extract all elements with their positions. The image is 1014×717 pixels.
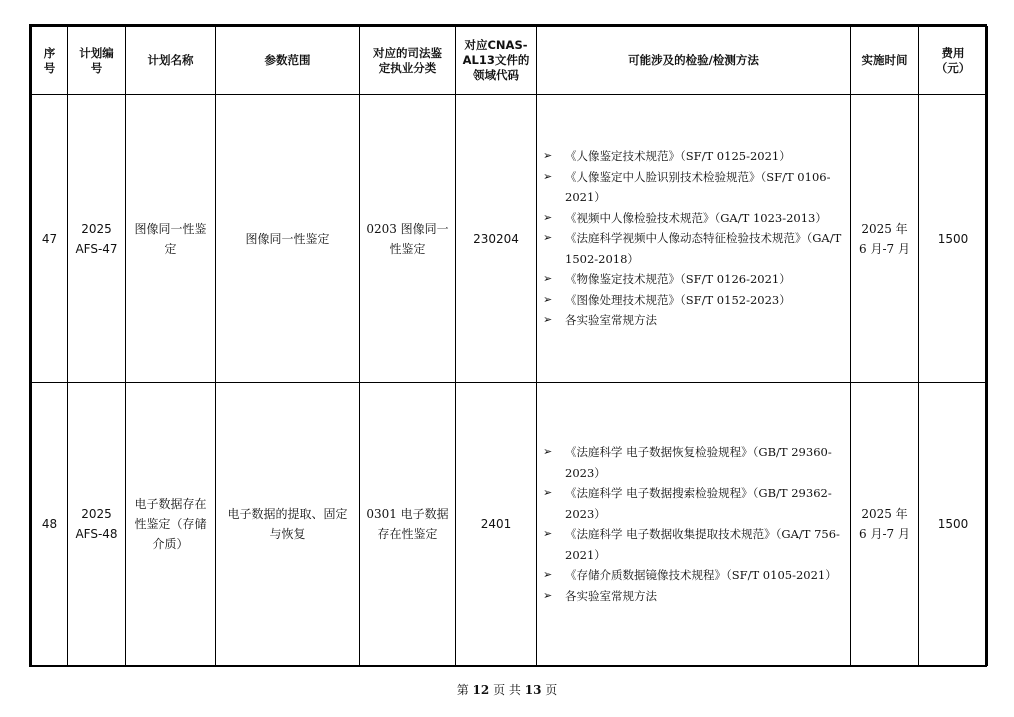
cell-seq: 47 (32, 95, 68, 383)
header-plan-name: 计划名称 (126, 27, 216, 95)
method-text: 《法庭科学 电子数据恢复检验规程》（GB/T 29360-2023） (565, 445, 832, 480)
list-item (543, 565, 846, 586)
list-item (543, 586, 846, 607)
table-header-row (32, 27, 988, 95)
methods-list (543, 146, 846, 331)
arrow-bullet-icon: ➢ (543, 313, 553, 327)
cell-time: 2025 年 6 月-7 月 (851, 383, 919, 666)
footer-suffix: 页 (545, 683, 558, 697)
list-item (543, 208, 846, 229)
method-text: 《人像鉴定中人脸识别技术检验规范》（SF/T 0106-2021） (565, 169, 831, 205)
footer-total-pages: 13 (524, 683, 542, 697)
list-item (543, 228, 846, 269)
method-text: 《物像鉴定技术规范》（SF/T 0126-2021） (565, 272, 791, 287)
list-item (543, 269, 846, 290)
cell-plan-name: 电子数据存在性鉴定（存储介质） (126, 383, 216, 666)
method-text: 《法庭科学 电子数据收集提取技术规范》（GA/T 756-2021） (565, 527, 840, 562)
footer-prefix: 第 (456, 683, 469, 697)
header-category: 对应的司法鉴定执业分类 (360, 27, 456, 95)
method-text: 《法庭科学视频中人像动态特征检验技术规范》（GA/T 1502-2018） (565, 231, 842, 266)
list-item (543, 524, 846, 565)
header-seq: 序号 (32, 27, 68, 95)
arrow-bullet-icon: ➢ (543, 486, 553, 499)
table-row (32, 95, 988, 383)
cell-cnas-code: 230204 (456, 95, 537, 383)
list-item (543, 146, 846, 167)
cell-plan-no: 2025 AFS-47 (68, 95, 126, 383)
cell-methods (537, 95, 851, 383)
arrow-bullet-icon: ➢ (543, 231, 553, 245)
list-item (543, 483, 846, 524)
cell-fee: 1500 (919, 383, 988, 666)
cell-plan-no: 2025 AFS-48 (68, 383, 126, 666)
header-methods: 可能涉及的检验/检测方法 (537, 27, 851, 95)
footer-middle: 页 共 (493, 683, 521, 697)
arrow-bullet-icon: ➢ (543, 588, 553, 602)
list-item (543, 310, 846, 331)
arrow-bullet-icon: ➢ (543, 292, 553, 306)
arrow-bullet-icon: ➢ (543, 169, 553, 183)
arrow-bullet-icon: ➢ (543, 272, 553, 286)
list-item (543, 290, 846, 311)
header-scope: 参数范围 (216, 27, 360, 95)
cell-plan-name: 图像同一性鉴定 (126, 95, 216, 383)
cell-scope: 电子数据的提取、固定与恢复 (216, 383, 360, 666)
cell-fee: 1500 (919, 95, 988, 383)
methods-list (543, 442, 846, 606)
header-cnas-code: 对应CNAS-AL13文件的领域代码 (456, 27, 537, 95)
arrow-bullet-icon: ➢ (543, 149, 553, 163)
table-row (32, 383, 988, 666)
method-text: 《图像处理技术规范》（SF/T 0152-2023） (565, 292, 791, 307)
list-item (543, 167, 846, 208)
method-text: 《存储介质数据镜像技术规程》（SF/T 0105-2021） (565, 568, 837, 582)
method-text: 《人像鉴定技术规范》（SF/T 0125-2021） (565, 149, 791, 164)
method-text: 《视频中人像检验技术规范》（GA/T 1023-2013） (565, 210, 827, 225)
cell-time: 2025 年 6 月-7 月 (851, 95, 919, 383)
page-footer (0, 681, 1014, 698)
plan-table-frame (29, 24, 987, 667)
method-text: 各实验室常规方法 (565, 588, 657, 603)
arrow-bullet-icon: ➢ (543, 445, 553, 458)
list-item (543, 442, 846, 483)
cell-seq: 48 (32, 383, 68, 666)
cell-cnas-code: 2401 (456, 383, 537, 666)
cell-category: 0203 图像同一性鉴定 (360, 95, 456, 383)
method-text: 《法庭科学 电子数据搜索检验规程》（GB/T 29362-2023） (565, 486, 832, 521)
method-text: 各实验室常规方法 (565, 313, 657, 328)
header-time: 实施时间 (851, 27, 919, 95)
cell-methods (537, 383, 851, 666)
arrow-bullet-icon: ➢ (543, 568, 553, 581)
arrow-bullet-icon: ➢ (543, 527, 553, 540)
proficiency-plan-table (31, 26, 988, 666)
footer-current-page: 12 (472, 683, 490, 697)
header-fee: 费用（元） (919, 27, 988, 95)
cell-category: 0301 电子数据存在性鉴定 (360, 383, 456, 666)
arrow-bullet-icon: ➢ (543, 210, 553, 224)
cell-scope: 图像同一性鉴定 (216, 95, 360, 383)
header-plan-no: 计划编号 (68, 27, 126, 95)
